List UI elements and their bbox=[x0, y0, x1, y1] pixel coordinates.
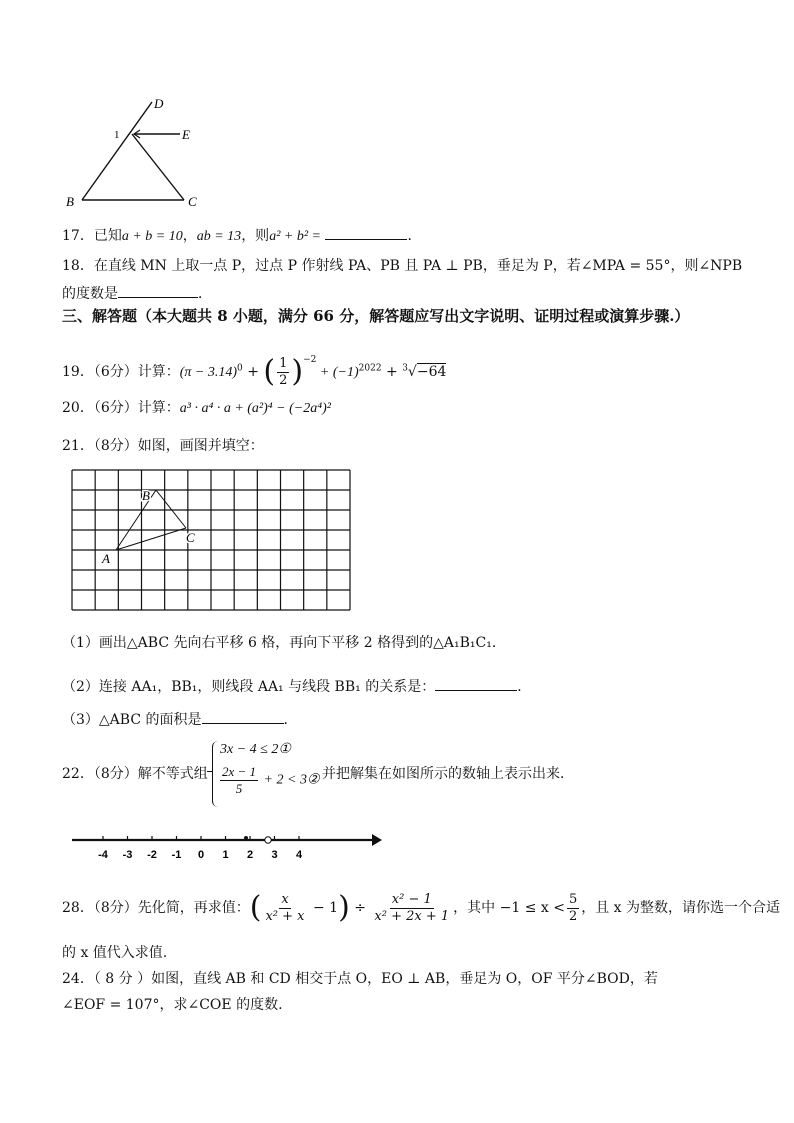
axis-tick-label: -2 bbox=[147, 849, 157, 861]
axis-tick-label: 3 bbox=[271, 849, 278, 861]
q20-points: （6分） bbox=[93, 400, 138, 416]
q21-part3 bbox=[62, 709, 298, 730]
axis-arrow bbox=[372, 834, 382, 846]
question-19 bbox=[62, 345, 447, 389]
q23-text: 先化简，再求值： bbox=[137, 900, 250, 916]
q19-exp0: 0 bbox=[237, 363, 243, 374]
q23-paren-close: ) bbox=[338, 890, 350, 925]
q19-exp-neg2: −2 bbox=[303, 355, 317, 365]
q23-text-b: ，其中 −1 ≤ x < bbox=[453, 900, 565, 916]
q21-part2 bbox=[62, 676, 531, 697]
q24-points: （ 8 分 ） bbox=[93, 971, 152, 987]
question-24-line2: ∠EOF = 107°，求∠COE 的度数. bbox=[62, 997, 283, 1013]
q17-math-target: a² + b² = bbox=[269, 229, 321, 244]
q23-minus1: − 1 bbox=[308, 900, 339, 916]
q21-part1: （1）画出△ABC 先向右平移 6 格，再向下平移 2 格得到的△A₁B₁C₁． bbox=[62, 635, 506, 651]
label-c: C bbox=[188, 194, 197, 209]
q23-points: （8分） bbox=[93, 900, 138, 916]
q21-points: （8分） bbox=[93, 438, 138, 454]
q18-text: 在直线 MN 上取一点 P，过点 P 作射线 PA、PB 且 PA ⊥ PB，垂足为 P，若∠MPA = 55°，则∠NPB bbox=[93, 258, 743, 274]
q17-number: 17． bbox=[62, 228, 94, 244]
q20-label: 计算： bbox=[137, 400, 180, 416]
label-d: D bbox=[154, 96, 164, 111]
q18-text-2: 的度数是 bbox=[62, 286, 118, 302]
segment-ac bbox=[116, 528, 186, 550]
axis-tick-label: -1 bbox=[171, 849, 182, 861]
q23-f1-num: x bbox=[281, 891, 289, 907]
axis-tick-label: -4 bbox=[98, 849, 108, 861]
q23-fraction2 bbox=[372, 892, 451, 925]
q22-number-line bbox=[66, 828, 386, 864]
label-b: B bbox=[66, 194, 74, 209]
q21-part2-blank[interactable] bbox=[435, 676, 517, 691]
q22-number: 22． bbox=[62, 766, 94, 782]
q21-text: 如图，画图并填空： bbox=[137, 438, 264, 454]
q23-fraction3 bbox=[567, 892, 579, 925]
question-23-line2: 的 x 值代入求值. bbox=[62, 945, 168, 961]
q19-root-body: −64 bbox=[416, 364, 447, 380]
axis-tick-label: 2 bbox=[246, 849, 254, 861]
segment-bc bbox=[156, 490, 186, 528]
q16-figure bbox=[60, 94, 220, 210]
q21-part2-text: （2）连接 AA₁，BB₁，则线段 AA₁ 与线段 BB₁ 的关系是： bbox=[62, 679, 436, 695]
q22-ineq2-num: 2x − 1 bbox=[222, 764, 257, 779]
q21-part3-end: ． bbox=[283, 712, 298, 728]
question-22 bbox=[62, 764, 208, 784]
q23-f2-den: x² + 2x + 1 bbox=[374, 908, 450, 924]
q19-points: （6分） bbox=[93, 364, 138, 380]
q17-sep2: ，则 bbox=[241, 228, 270, 244]
q19-paren-open: ( bbox=[263, 354, 276, 389]
q23-f1-den: x² + x bbox=[265, 908, 305, 924]
q17-math-product: ab = 13 bbox=[196, 229, 242, 244]
axis-tick-label: 0 bbox=[197, 849, 205, 861]
grid-label-a: A bbox=[102, 551, 110, 566]
q23-paren-open: ( bbox=[249, 890, 262, 925]
q18-end: ． bbox=[198, 286, 212, 302]
segment-ab bbox=[116, 490, 156, 550]
q22-text: 解不等式组 bbox=[137, 766, 208, 782]
question-21 bbox=[62, 436, 264, 456]
question-24-line1 bbox=[62, 969, 658, 989]
question-23 bbox=[62, 888, 780, 928]
q22-text-b: 并把解集在如图所示的数轴上表示出来． bbox=[322, 766, 574, 782]
q19-term3: + (−1) bbox=[316, 365, 359, 380]
q22-ineq2-fraction bbox=[220, 764, 258, 797]
q23-div: ÷ bbox=[349, 900, 371, 916]
hollow-point-3 bbox=[265, 837, 271, 843]
q21-part3-blank[interactable] bbox=[202, 709, 284, 724]
q19-paren-close: ) bbox=[291, 354, 304, 389]
q22-ineq1: 3x − 4 ≤ 2① bbox=[220, 742, 291, 757]
q21-grid-figure bbox=[68, 464, 353, 614]
q18-answer-blank[interactable] bbox=[118, 283, 198, 298]
q20-expression: a³ · a⁴ · a + (a²)⁴ − (−2a⁴)² bbox=[179, 401, 331, 416]
question-20 bbox=[62, 398, 331, 419]
q19-term1: (π − 3.14) bbox=[179, 365, 238, 380]
q20-number: 20． bbox=[62, 400, 94, 416]
q21-part2-end: ． bbox=[517, 679, 532, 695]
axis-tick-label: -3 bbox=[122, 849, 133, 861]
q23-text-c: ，且 x 为整数，请你选一个合适 bbox=[581, 900, 781, 916]
section-3-title: 三、解答题（本大题共 8 小题，满分 66 分，解答题应写出文字说明、证明过程或演算步骤.） bbox=[62, 307, 690, 325]
q19-frac-num: 1 bbox=[279, 355, 288, 371]
q22-ineq2 bbox=[218, 764, 320, 797]
label-e: E bbox=[182, 127, 190, 142]
q19-root-sign: √ bbox=[407, 364, 417, 380]
q19-plus1: + bbox=[242, 364, 264, 380]
q22-ineq2-rest: + 2 < 3② bbox=[260, 772, 320, 788]
q22-ineq2-den: 5 bbox=[235, 781, 243, 796]
axis-tick-label: 1 bbox=[222, 849, 229, 861]
grid-label-b: B bbox=[142, 488, 150, 503]
q23-f3-den: 2 bbox=[568, 908, 578, 924]
q17-text: 已知 bbox=[93, 228, 122, 244]
q23-number: 28． bbox=[62, 900, 94, 916]
q19-fraction bbox=[277, 356, 289, 389]
q19-frac-den: 2 bbox=[279, 372, 288, 388]
grid-label-c: C bbox=[186, 530, 195, 545]
q19-number: 19． bbox=[62, 364, 94, 380]
q22-inequality-system bbox=[212, 741, 320, 809]
question-18-line2 bbox=[62, 283, 212, 304]
q19-plus3: + bbox=[381, 364, 403, 380]
q18-number: 18． bbox=[62, 258, 94, 274]
q19-exp2022: 2022 bbox=[358, 363, 382, 374]
q22-points: （8分） bbox=[93, 766, 138, 782]
grid-lines bbox=[72, 470, 350, 610]
q24-number: 24． bbox=[62, 971, 94, 987]
q19-label: 计算： bbox=[137, 364, 180, 380]
axis-tick-label: 4 bbox=[295, 849, 303, 861]
question-17 bbox=[62, 225, 421, 247]
q21-number: 21． bbox=[62, 438, 94, 454]
q23-fraction1 bbox=[263, 892, 306, 925]
q17-answer-blank[interactable] bbox=[325, 225, 407, 240]
q17-sep1: ， bbox=[182, 228, 197, 244]
q24-text: 如图，直线 AB 和 CD 相交于点 O，EO ⊥ AB，垂足为 O，OF 平分∠BOD，若 bbox=[151, 971, 658, 987]
q23-f2-num: x² − 1 bbox=[391, 891, 432, 907]
q21-part3-text: （3）△ABC 的面积是 bbox=[62, 712, 202, 728]
solid-point-2 bbox=[244, 836, 248, 840]
label-1: 1 bbox=[114, 129, 120, 141]
line-d-to-b bbox=[82, 102, 152, 200]
q17-math-sum: a + b = 10 bbox=[121, 229, 183, 244]
q17-end: ． bbox=[407, 228, 422, 244]
q23-f3-num: 5 bbox=[568, 891, 578, 907]
line-a-to-c bbox=[132, 134, 184, 200]
question-18-line1 bbox=[62, 256, 742, 276]
q19-root-index: 3 bbox=[402, 363, 408, 374]
